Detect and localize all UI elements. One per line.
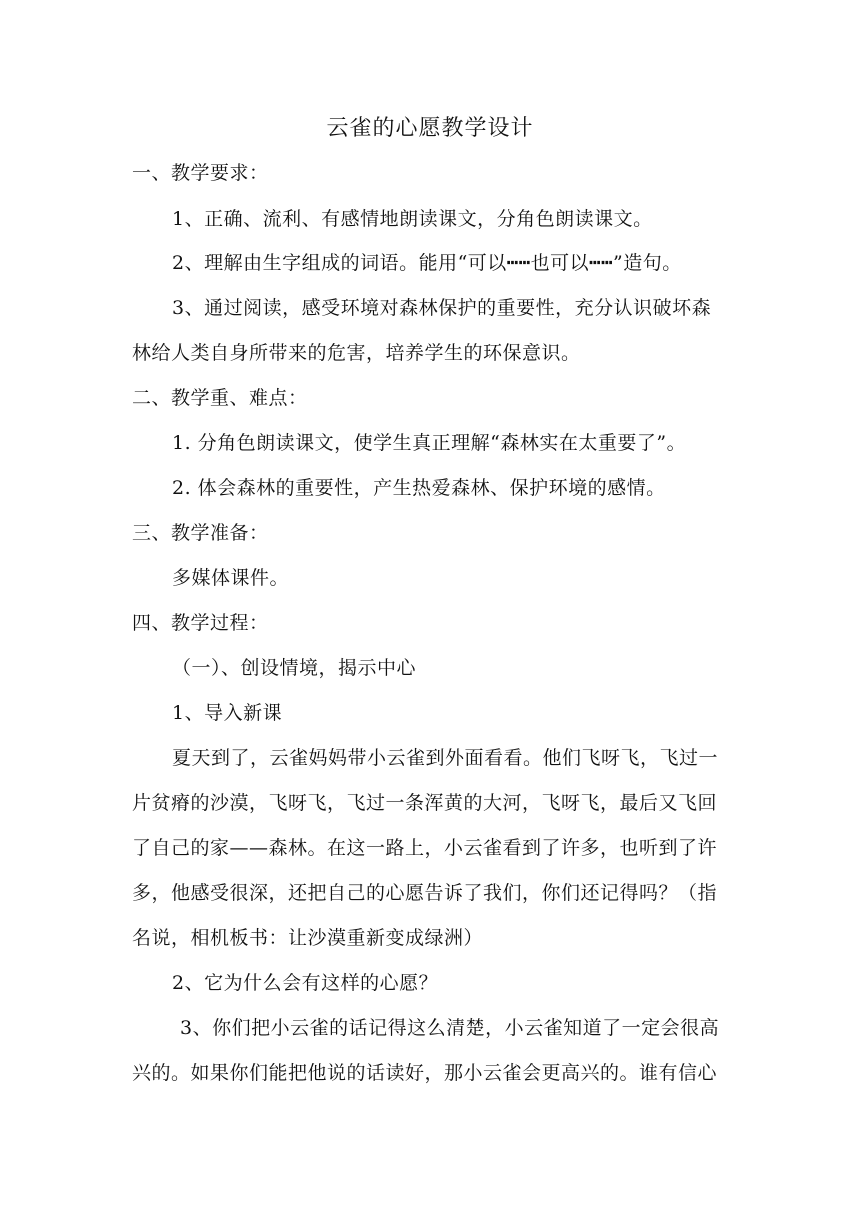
process-paragraph-line-5: 名说，相机板书：让沙漠重新变成绿洲）	[132, 927, 484, 949]
preparation-item-1: 多媒体课件。	[172, 567, 290, 589]
section-heading-process: 四、教学过程：	[132, 612, 269, 634]
requirement-item-1: 1、正确、流利、有感情地朗读课文，分角色朗读课文。	[172, 208, 653, 230]
process-paragraph-line-2: 片贫瘠的沙漠，飞呀飞，飞过一条浑黄的大河，飞呀飞，最后又飞回	[132, 792, 718, 814]
process-paragraph-line-1: 夏天到了，云雀妈妈带小云雀到外面看看。他们飞呀飞，飞过一	[172, 747, 719, 769]
key-point-item-1: 1. 分角色朗读课文，使学生真正理解“森林实在太重要了”。	[172, 432, 687, 454]
process-subheading-1: （一）、创设情境，揭示中心	[172, 657, 417, 679]
key-point-item-2: 2. 体会森林的重要性，产生热爱森林、保护环境的感情。	[172, 477, 666, 499]
requirement-item-3-line-1: 3、通过阅读，感受环境对森林保护的重要性，充分认识破坏森	[172, 297, 712, 319]
process-step-3-line-1: 3、你们把小云雀的话记得这么清楚，小云雀知道了一定会很高	[180, 1017, 720, 1039]
section-heading-key-points: 二、教学重、难点：	[132, 387, 308, 409]
section-heading-preparation: 三、教学准备：	[132, 522, 269, 544]
requirement-item-2: 2、理解由生字组成的词语。能用“可以┅┅也可以┅┅”造句。	[172, 252, 682, 274]
process-step-3-line-2: 兴的。如果你们能把他说的话读好，那小云雀会更高兴的。谁有信心	[132, 1062, 718, 1084]
page-title: 云雀的心愿教学设计	[326, 116, 534, 141]
process-step-1: 1、导入新课	[172, 702, 283, 724]
process-step-2: 2、它为什么会有这样的心愿？	[172, 972, 439, 994]
process-paragraph-line-3: 了自己的家——森林。在这一路上，小云雀看到了许多，也听到了许	[132, 837, 718, 859]
section-heading-requirements: 一、教学要求：	[132, 162, 269, 184]
process-paragraph-line-4: 多，他感受很深，还把自己的心愿告诉了我们，你们还记得吗？（指	[132, 882, 718, 904]
requirement-item-3-line-2: 林给人类自身所带来的危害，培养学生的环保意识。	[132, 342, 581, 364]
